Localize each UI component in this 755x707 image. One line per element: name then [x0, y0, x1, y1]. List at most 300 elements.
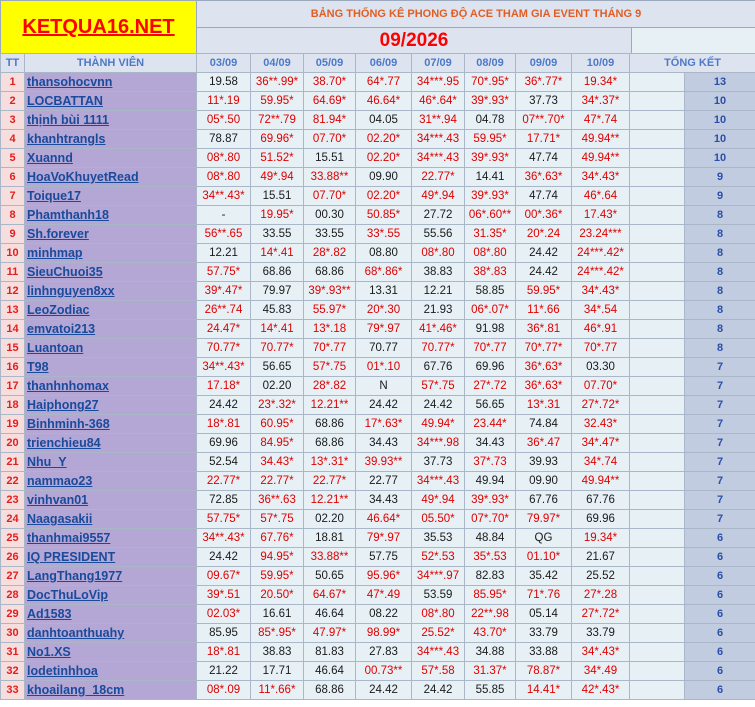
score-cell: 50.65: [304, 567, 356, 586]
total-cell: 8: [685, 206, 755, 225]
score-cell: 07.70*: [572, 377, 630, 396]
score-cell: 34*.47*: [572, 434, 630, 453]
score-cell: 34*.37*: [572, 92, 630, 111]
score-cell: 52*.53: [412, 548, 465, 567]
row-number: 25: [1, 529, 25, 548]
score-cell: 81.83: [304, 643, 356, 662]
header-date: 05/09: [304, 54, 356, 73]
total-cell: 6: [685, 567, 755, 586]
member-name-link[interactable]: thanhmai9557: [25, 529, 197, 548]
member-name-link[interactable]: Sh.forever: [25, 225, 197, 244]
score-cell: 72.85: [197, 491, 251, 510]
score-cell: 13*.18: [304, 320, 356, 339]
total-cell: 10: [685, 92, 755, 111]
row-number: 28: [1, 586, 25, 605]
score-cell: 27*.72*: [572, 605, 630, 624]
score-cell: 55.56: [412, 225, 465, 244]
table-row: [1, 567, 755, 586]
score-cell: 49*.94: [412, 491, 465, 510]
member-name-link[interactable]: linhnguyen8xx: [25, 282, 197, 301]
score-cell: 28*.82: [304, 244, 356, 263]
table-row: [1, 415, 755, 434]
score-cell: 14.41: [465, 168, 516, 187]
row-number: 33: [1, 681, 25, 700]
score-cell: 15.51: [251, 187, 304, 206]
member-name-link[interactable]: LangThang1977: [25, 567, 197, 586]
total-spacer-cell: [630, 681, 685, 700]
score-cell: 09.90: [516, 472, 572, 491]
table-row: [1, 396, 755, 415]
score-cell: 84.95*: [251, 434, 304, 453]
score-cell: 57.75: [356, 548, 412, 567]
score-cell: 27*.72*: [572, 396, 630, 415]
score-cell: 91.98: [465, 320, 516, 339]
table-row: [1, 301, 755, 320]
total-cell: 7: [685, 510, 755, 529]
member-name-link[interactable]: Naagasakii: [25, 510, 197, 529]
row-number: 14: [1, 320, 25, 339]
score-cell: 59.95*: [516, 282, 572, 301]
score-cell: 24.42: [516, 263, 572, 282]
member-name-link[interactable]: Binhminh-368: [25, 415, 197, 434]
score-cell: 49.94**: [572, 130, 630, 149]
score-cell: 39.93: [516, 453, 572, 472]
total-spacer-cell: [630, 111, 685, 130]
total-cell: 6: [685, 643, 755, 662]
total-spacer-cell: [630, 453, 685, 472]
member-name-link[interactable]: Nhu_Y: [25, 453, 197, 472]
member-name-link[interactable]: LOCBATTAN: [25, 92, 197, 111]
score-cell: 07*.70*: [465, 510, 516, 529]
score-cell: 26**.74: [197, 301, 251, 320]
row-number: 19: [1, 415, 25, 434]
score-cell: 00.30: [304, 206, 356, 225]
row-number: 8: [1, 206, 25, 225]
row-number: 18: [1, 396, 25, 415]
score-cell: 39*.47*: [197, 282, 251, 301]
row-number: 4: [1, 130, 25, 149]
score-cell: 39.93**: [356, 453, 412, 472]
member-name-link[interactable]: khoailang_18cm: [25, 681, 197, 700]
score-cell: 22.77*: [197, 472, 251, 491]
score-cell: 79*.97: [356, 320, 412, 339]
score-cell: 15.51: [304, 149, 356, 168]
member-name-link[interactable]: HoaVoKhuyetRead: [25, 168, 197, 187]
score-cell: 13.31: [356, 282, 412, 301]
member-name-link[interactable]: danhtoanthuahy: [25, 624, 197, 643]
table-row: [1, 605, 755, 624]
total-spacer-cell: [630, 168, 685, 187]
score-cell: 69.96: [465, 358, 516, 377]
score-cell: 34*.49: [572, 662, 630, 681]
total-cell: 6: [685, 662, 755, 681]
row-number: 20: [1, 434, 25, 453]
score-cell: 09.67*: [197, 567, 251, 586]
score-cell: 47.74: [516, 149, 572, 168]
score-cell: 21.93: [412, 301, 465, 320]
table-row: [1, 624, 755, 643]
row-number: 29: [1, 605, 25, 624]
row-number: 26: [1, 548, 25, 567]
header-date: 06/09: [356, 54, 412, 73]
total-spacer-cell: [630, 643, 685, 662]
score-cell: 39*.93*: [465, 491, 516, 510]
month-title: 09/2026: [197, 28, 632, 54]
member-name-link[interactable]: Ad1583: [25, 605, 197, 624]
score-cell: 02.20*: [356, 149, 412, 168]
score-cell: 70*.77: [572, 339, 630, 358]
total-spacer-cell: [630, 434, 685, 453]
score-cell: 57*.58: [412, 662, 465, 681]
total-spacer-cell: [630, 529, 685, 548]
score-cell: 02.20: [251, 377, 304, 396]
total-cell: 6: [685, 529, 755, 548]
score-cell: 82.83: [465, 567, 516, 586]
total-cell: 6: [685, 586, 755, 605]
score-cell: 08*.80: [197, 149, 251, 168]
score-cell: 07.70*: [304, 187, 356, 206]
score-cell: 14*.41: [251, 320, 304, 339]
header-date: 04/09: [251, 54, 304, 73]
total-cell: 13: [685, 73, 755, 92]
member-name-link[interactable]: T98: [25, 358, 197, 377]
header-date: 03/09: [197, 54, 251, 73]
row-number: 17: [1, 377, 25, 396]
total-cell: 7: [685, 472, 755, 491]
score-cell: 46*.64*: [412, 92, 465, 111]
score-cell: 39*.93*: [465, 149, 516, 168]
total-spacer-cell: [630, 206, 685, 225]
table-row: [1, 111, 755, 130]
score-cell: 07**.70*: [516, 111, 572, 130]
member-name-link[interactable]: trienchieu84: [25, 434, 197, 453]
score-cell: 24.42: [197, 396, 251, 415]
total-spacer-cell: [630, 377, 685, 396]
score-cell: 81.94*: [304, 111, 356, 130]
row-number: 2: [1, 92, 25, 111]
stats-table: [0, 53, 755, 700]
score-cell: 68.86: [304, 434, 356, 453]
row-number: 3: [1, 111, 25, 130]
score-cell: 24.42: [412, 396, 465, 415]
score-cell: 05.14: [516, 605, 572, 624]
score-cell: 55.97*: [304, 301, 356, 320]
score-cell: 68.86: [304, 415, 356, 434]
score-cell: 02.20*: [356, 187, 412, 206]
table-row: [1, 510, 755, 529]
score-cell: 51.52*: [251, 149, 304, 168]
score-cell: 33.88**: [304, 168, 356, 187]
score-cell: 33.79: [516, 624, 572, 643]
table-row: [1, 73, 755, 92]
score-cell: 08*.80: [465, 244, 516, 263]
member-name-link[interactable]: thanhnhomax: [25, 377, 197, 396]
score-cell: 34.43: [356, 491, 412, 510]
score-cell: 06*.60**: [465, 206, 516, 225]
total-cell: 8: [685, 263, 755, 282]
total-spacer-cell: [630, 662, 685, 681]
score-cell: 11*.66*: [251, 681, 304, 700]
score-cell: 33.55: [251, 225, 304, 244]
score-cell: 08.22: [356, 605, 412, 624]
total-cell: 6: [685, 605, 755, 624]
score-cell: 22.77*: [412, 168, 465, 187]
member-name-link[interactable]: SieuChuoi35: [25, 263, 197, 282]
score-cell: 79.97*: [516, 510, 572, 529]
score-cell: 70.77*: [251, 339, 304, 358]
member-name-link[interactable]: Toique17: [25, 187, 197, 206]
score-cell: 34**.43*: [197, 358, 251, 377]
score-cell: 35.42: [516, 567, 572, 586]
score-cell: 57*.75: [251, 510, 304, 529]
member-name-link[interactable]: vinhvan01: [25, 491, 197, 510]
score-cell: 43.70*: [465, 624, 516, 643]
score-cell: 08*.80: [412, 605, 465, 624]
score-cell: 18*.81: [197, 643, 251, 662]
row-number: 9: [1, 225, 25, 244]
score-cell: 49.94**: [572, 472, 630, 491]
sheet-header: [0, 0, 755, 54]
score-cell: 57*.75: [304, 358, 356, 377]
score-cell: 38.83: [412, 263, 465, 282]
score-cell: 41*.46*: [412, 320, 465, 339]
score-cell: 46*.64: [572, 187, 630, 206]
score-cell: 68.86: [304, 681, 356, 700]
score-cell: 34***.43: [412, 130, 465, 149]
member-name-link[interactable]: IQ PRESIDENT: [25, 548, 197, 567]
total-cell: 10: [685, 130, 755, 149]
member-name-link[interactable]: Phamthanh18: [25, 206, 197, 225]
score-cell: 70*.77: [465, 339, 516, 358]
score-cell: 08*.80: [412, 244, 465, 263]
score-cell: 38.83: [251, 643, 304, 662]
table-row: [1, 358, 755, 377]
score-cell: 04.05: [356, 111, 412, 130]
score-cell: 24.42: [412, 681, 465, 700]
score-cell: 49.94**: [572, 149, 630, 168]
member-name-link[interactable]: thansohocvnn: [25, 73, 197, 92]
score-cell: 35*.53: [465, 548, 516, 567]
score-cell: 94.95*: [251, 548, 304, 567]
score-cell: 56.65: [251, 358, 304, 377]
score-cell: 69.96: [572, 510, 630, 529]
total-spacer-cell: [630, 396, 685, 415]
total-spacer-cell: [630, 149, 685, 168]
total-spacer-cell: [630, 586, 685, 605]
score-cell: 12.21: [412, 282, 465, 301]
score-cell: 25.52*: [412, 624, 465, 643]
total-cell: 6: [685, 681, 755, 700]
score-cell: 32.43*: [572, 415, 630, 434]
score-cell: 36*.47: [516, 434, 572, 453]
score-cell: 33*.55: [356, 225, 412, 244]
score-cell: 24.47*: [197, 320, 251, 339]
header-date: 08/09: [465, 54, 516, 73]
score-cell: 34*.43*: [572, 643, 630, 662]
score-cell: 01.10*: [516, 548, 572, 567]
row-number: 12: [1, 282, 25, 301]
score-cell: 47.74: [516, 187, 572, 206]
score-cell: 00*.36*: [516, 206, 572, 225]
member-name-link[interactable]: Haiphong27: [25, 396, 197, 415]
score-cell: 34*.54: [572, 301, 630, 320]
score-cell: 69.96: [197, 434, 251, 453]
member-name-link[interactable]: lodetinhhoa: [25, 662, 197, 681]
row-number: 22: [1, 472, 25, 491]
month-spacer-cell: [632, 28, 755, 54]
score-cell: 36*.77*: [516, 73, 572, 92]
score-cell: 14.41*: [516, 681, 572, 700]
score-cell: 21.22: [197, 662, 251, 681]
member-name-link[interactable]: emvatoi213: [25, 320, 197, 339]
member-name-link[interactable]: minhmap: [25, 244, 197, 263]
score-cell: 64*.77: [356, 73, 412, 92]
total-spacer-cell: [630, 548, 685, 567]
score-cell: 49.94: [465, 472, 516, 491]
member-name-link[interactable]: nammao23: [25, 472, 197, 491]
table-row: [1, 244, 755, 263]
score-cell: 59.95*: [465, 130, 516, 149]
total-spacer-cell: [630, 491, 685, 510]
score-cell: 13*.31: [516, 396, 572, 415]
score-cell: 01*.10: [356, 358, 412, 377]
score-cell: 46.64: [304, 662, 356, 681]
score-cell: 14*.41: [251, 244, 304, 263]
score-cell: 78.87*: [516, 662, 572, 681]
total-cell: 9: [685, 187, 755, 206]
score-cell: 19.58: [197, 73, 251, 92]
score-cell: 02.20*: [356, 130, 412, 149]
score-cell: 49.94*: [412, 415, 465, 434]
score-cell: 59.95*: [251, 92, 304, 111]
score-cell: 08.80: [356, 244, 412, 263]
score-cell: 37.73: [412, 453, 465, 472]
row-number: 21: [1, 453, 25, 472]
header-date: 10/09: [572, 54, 630, 73]
score-cell: 98.99*: [356, 624, 412, 643]
table-row: [1, 187, 755, 206]
table-row: [1, 453, 755, 472]
score-cell: 06*.07*: [465, 301, 516, 320]
score-cell: 57.75*: [197, 263, 251, 282]
total-spacer-cell: [630, 339, 685, 358]
score-cell: 17*.63*: [356, 415, 412, 434]
member-name-link[interactable]: khanhtrangls: [25, 130, 197, 149]
total-spacer-cell: [630, 73, 685, 92]
score-cell: 34*.43*: [572, 282, 630, 301]
header-date: 07/09: [412, 54, 465, 73]
total-cell: 8: [685, 244, 755, 263]
total-spacer-cell: [630, 415, 685, 434]
table-row: [1, 643, 755, 662]
score-cell: 85*.95*: [251, 624, 304, 643]
total-spacer-cell: [630, 358, 685, 377]
table-row: [1, 434, 755, 453]
row-number: 13: [1, 301, 25, 320]
total-spacer-cell: [630, 92, 685, 111]
member-name-link[interactable]: LeoZodiac: [25, 301, 197, 320]
score-cell: 34.43: [465, 434, 516, 453]
score-cell: 68*.86*: [356, 263, 412, 282]
total-cell: 7: [685, 491, 755, 510]
score-cell: 12.21**: [304, 396, 356, 415]
table-row: [1, 491, 755, 510]
header-member: THÀNH VIÊN: [25, 54, 197, 73]
total-cell: 7: [685, 434, 755, 453]
total-cell: 10: [685, 149, 755, 168]
score-cell: 33.88**: [304, 548, 356, 567]
total-cell: 8: [685, 339, 755, 358]
table-body: [1, 73, 755, 700]
score-cell: 05.50*: [412, 510, 465, 529]
score-cell: 55.85: [465, 681, 516, 700]
score-cell: 34***.97: [412, 567, 465, 586]
score-cell: 79*.97: [356, 529, 412, 548]
score-cell: 31**.94: [412, 111, 465, 130]
score-cell: 20*.30: [356, 301, 412, 320]
member-name-link[interactable]: Xuannd: [25, 149, 197, 168]
score-cell: 33.79: [572, 624, 630, 643]
score-cell: 16.61: [251, 605, 304, 624]
score-cell: 34**.43*: [197, 529, 251, 548]
score-cell: 08*.80: [197, 168, 251, 187]
score-cell: 20.50*: [251, 586, 304, 605]
score-cell: 31.37*: [465, 662, 516, 681]
row-number: 15: [1, 339, 25, 358]
score-cell: 12.21**: [304, 491, 356, 510]
score-cell: 45.83: [251, 301, 304, 320]
row-number: 30: [1, 624, 25, 643]
score-cell: 49*.94: [251, 168, 304, 187]
total-cell: 7: [685, 377, 755, 396]
score-cell: 42*.43*: [572, 681, 630, 700]
row-number: 32: [1, 662, 25, 681]
member-name-link[interactable]: No1.XS: [25, 643, 197, 662]
score-cell: 38.70*: [304, 73, 356, 92]
member-name-link[interactable]: thịnh bùi 1111: [25, 111, 197, 130]
score-cell: 37.73: [516, 92, 572, 111]
member-name-link[interactable]: Luantoan: [25, 339, 197, 358]
score-cell: 36**.63: [251, 491, 304, 510]
score-cell: 23.24***: [572, 225, 630, 244]
score-cell: 71*.76: [516, 586, 572, 605]
score-cell: 67.76: [572, 491, 630, 510]
score-cell: 04.78: [465, 111, 516, 130]
total-spacer-cell: [630, 244, 685, 263]
score-cell: 24.42: [356, 396, 412, 415]
score-cell: 70.77: [356, 339, 412, 358]
score-cell: 39*.93*: [465, 92, 516, 111]
score-cell: 46.64*: [356, 92, 412, 111]
total-spacer-cell: [630, 567, 685, 586]
score-cell: 34***.43: [412, 149, 465, 168]
table-row: [1, 92, 755, 111]
site-logo[interactable]: KETQUA16.NET: [1, 1, 197, 54]
score-cell: 38*.83: [465, 263, 516, 282]
score-cell: 21.67: [572, 548, 630, 567]
score-cell: QG: [516, 529, 572, 548]
header-total: TỔNG KẾT: [630, 54, 755, 73]
score-cell: 58.85: [465, 282, 516, 301]
member-name-link[interactable]: DocThuLoVip: [25, 586, 197, 605]
score-cell: 72**.79: [251, 111, 304, 130]
score-cell: 20*.24: [516, 225, 572, 244]
score-cell: 19.95*: [251, 206, 304, 225]
table-row: [1, 339, 755, 358]
total-spacer-cell: [630, 320, 685, 339]
table-row: [1, 225, 755, 244]
score-cell: 39*.51: [197, 586, 251, 605]
